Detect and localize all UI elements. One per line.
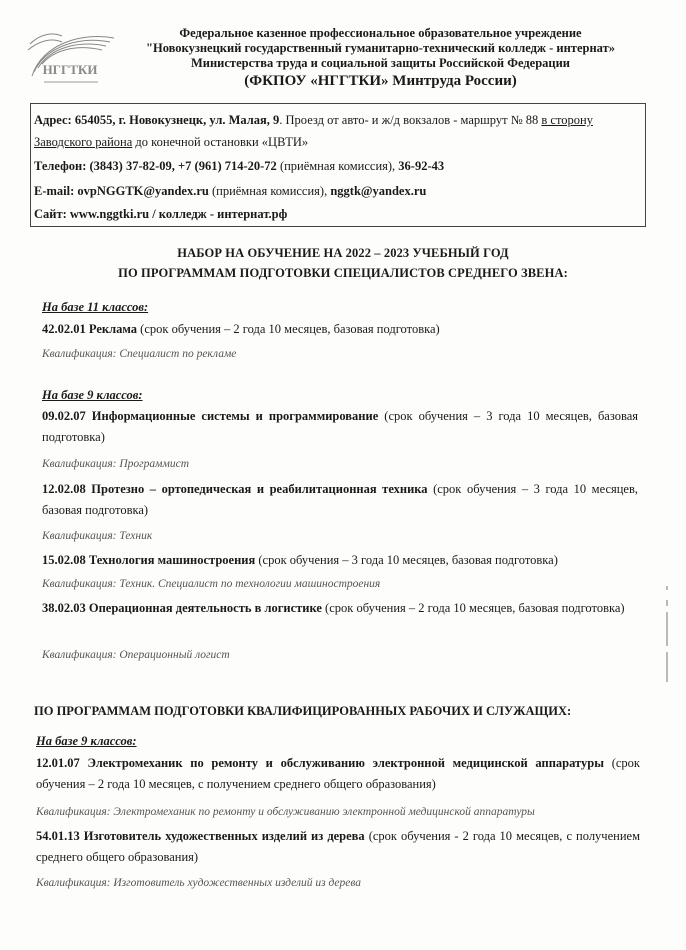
admission-title: НАБОР НА ОБУЧЕНИЕ НА 2022 – 2023 УЧЕБНЫЙ ГОД (177, 246, 509, 260)
header-line-3: Министерства труда и социальной защиты Российской Федерации (190, 56, 571, 70)
program-code: 42.02.01 (42, 322, 86, 336)
phone-line (34, 158, 444, 174)
program-details: (срок обучения – 3 года 10 месяцев, базовая подготовка) (42, 482, 639, 517)
base-11-heading: На базе 11 классов: (42, 300, 149, 314)
program-details: (срок обучения – 2 года 10 месяцев, базовая подготовка) (137, 322, 440, 336)
program-name: Изготовитель художественных изделий из дерева (79, 829, 365, 843)
address-rest: . Проезд от авто- и ж/д вокзалов - маршрут № 88 (279, 113, 542, 127)
base-9-heading: На базе 9 классов: (36, 734, 137, 748)
program-code: 38.02.03 (42, 601, 86, 615)
program-code: 09.02.07 (42, 409, 86, 423)
header-line-1: Федеральное казенное профессиональное образовательное учреждение (179, 26, 582, 40)
qualification: Квалификация: Программист (42, 458, 190, 470)
program-name: Реклама (85, 322, 138, 336)
program-item (42, 598, 638, 619)
program-item (36, 826, 640, 868)
qualification: Квалификация: Изготовитель художественных изделий из дерева (36, 877, 362, 889)
program-item (42, 479, 638, 521)
program-details: (срок обучения – 3 года 10 месяцев, базовая подготовка) (255, 553, 558, 567)
qualification: Квалификация: Электромеханик по ремонту и обслуживанию электронной медицинской аппаратуры (36, 806, 535, 818)
address-label: Адрес: 654055, г. Новокузнецк, ул. Малая, 9 (34, 113, 280, 127)
email-note: (приёмная комиссия), (208, 184, 331, 198)
program-code: 12.02.08 (42, 482, 86, 496)
qualification: Квалификация: Специалист по рекламе (42, 348, 237, 360)
program-details: (срок обучения – 3 года 10 месяцев, базовая подготовка) (42, 409, 639, 444)
site-line[interactable]: Сайт: www.nggtki.ru / колледж - интернат.рф (34, 207, 288, 221)
program-name: Операционная деятельность в логистике (85, 601, 322, 615)
program-name: Технология машиностроения (85, 553, 256, 567)
address-line-2 (34, 134, 308, 150)
program-details: (срок обучения - 2 года 10 месяцев, с получением среднего общего образования) (36, 829, 640, 864)
section-title-workers: ПО ПРОГРАММАМ ПОДГОТОВКИ КВАЛИФИЦИРОВАННЫХ РАБОЧИХ И СЛУЖАЩИХ: (34, 704, 572, 718)
header-abbrev: (ФКПОУ «НГГТКИ» Минтруда России) (244, 73, 517, 89)
program-item (42, 550, 638, 571)
program-details: (срок обучения – 2 года 10 месяцев, базовая подготовка) (321, 601, 625, 615)
qualification: Квалификация: Техник (42, 530, 153, 542)
qualification: Квалификация: Операционный логист (42, 649, 230, 661)
program-item (36, 753, 640, 795)
email-line (34, 183, 426, 199)
program-name: Протезно – ортопедическая и реабилитационная техника (85, 482, 428, 496)
program-name: Информационные системы и программирование (85, 409, 379, 423)
program-name: Электромеханик по ремонту и обслуживанию электронной медицинской аппаратуры (79, 756, 604, 770)
header-line-2: "Новокузнецкий государственный гуманитарно-технический колледж - интернат» (146, 41, 615, 55)
logo-text: НГГТКИ (42, 62, 98, 77)
scan-margin-mark (664, 586, 670, 686)
email-extra[interactable]: nggtk@yandex.ru (330, 184, 427, 198)
program-details: (срок обучения – 2 года 10 месяцев, с получением среднего общего образования) (36, 756, 640, 791)
address-line (34, 112, 593, 128)
section-title-specialists: ПО ПРОГРАММАМ ПОДГОТОВКИ СПЕЦИАЛИСТОВ СРЕДНЕГО ЗВЕНА: (118, 266, 568, 280)
district-link[interactable]: Заводского района (34, 135, 133, 149)
program-code: 54.01.13 (36, 829, 80, 843)
phone-extra: 36-92-43 (398, 159, 445, 173)
address-line2-rest: до конечной остановки «ЦВТИ» (132, 135, 309, 149)
phone-label: Телефон: (3843) 37-82-09, +7 (961) 714-20-72 (34, 159, 277, 173)
program-item (42, 319, 638, 340)
address-link[interactable]: в сторону (541, 113, 593, 127)
qualification: Квалификация: Техник. Специалист по технологии машиностроения (42, 578, 381, 590)
college-logo (22, 24, 120, 94)
program-item (42, 406, 638, 448)
email-label[interactable]: E-mail: ovpNGGTK@yandex.ru (34, 184, 209, 198)
base-9-heading: На базе 9 классов: (42, 388, 143, 402)
program-code: 15.02.08 (42, 553, 86, 567)
program-code: 12.01.07 (36, 756, 80, 770)
phone-note: (приёмная комиссия), (276, 159, 399, 173)
